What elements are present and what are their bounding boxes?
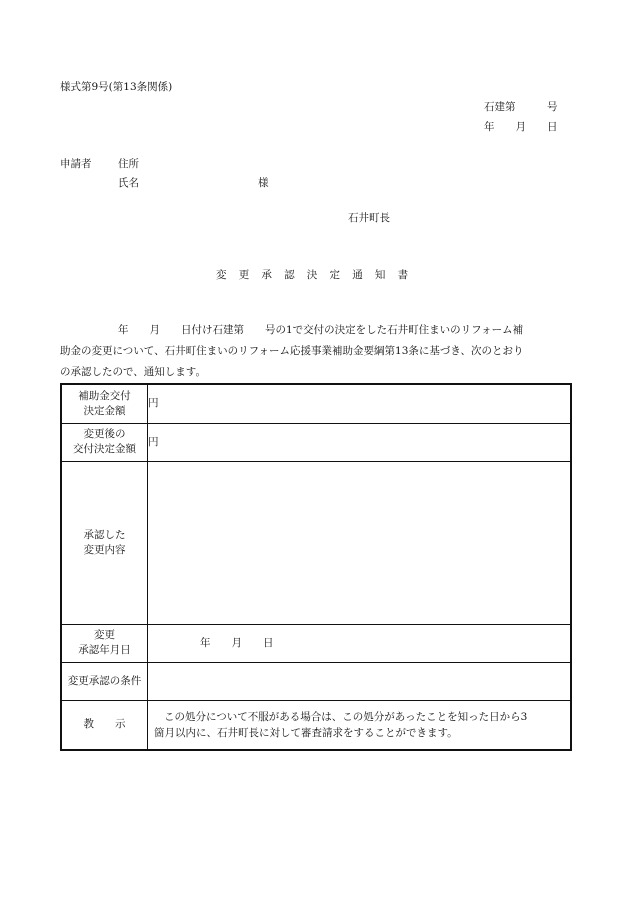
- row-label-line: 交付決定金額: [73, 443, 136, 455]
- applicant-label: 申請者: [60, 158, 92, 170]
- row-label-line: 決定金額: [83, 404, 126, 417]
- body-line: 年 月 日付け石建第 号の1で交付の決定をした石井町住まいのリフォーム補: [118, 324, 524, 336]
- row-label-line: 承認年月日: [78, 644, 131, 656]
- table-row: [61, 461, 571, 624]
- approval-date-value: 年 月 日: [200, 636, 274, 649]
- notice-body: [60, 320, 575, 383]
- issuer: 石井町長: [348, 212, 390, 224]
- row-label-line: 承認した: [83, 528, 126, 541]
- row-label: [61, 423, 148, 461]
- row-value: 円: [148, 423, 572, 461]
- instruction-line: 箇月以内に、石井町長に対して審査請求をすることができます。: [154, 726, 458, 739]
- document-date: 年 月 日: [484, 121, 558, 133]
- row-value: 円: [148, 384, 572, 423]
- table-row: [61, 423, 571, 461]
- row-label: [61, 384, 148, 423]
- row-label-line: 変更内容: [83, 543, 126, 556]
- row-value: [148, 461, 572, 624]
- honorific: 様: [258, 177, 269, 189]
- address-label: 住所: [118, 158, 139, 170]
- instruction-line: この処分について不服がある場合は、この処分があったことを知った日から3: [164, 710, 528, 723]
- body-line: の承認したので、通知します。: [60, 366, 206, 378]
- row-label: [61, 461, 148, 624]
- table-row: [61, 384, 571, 423]
- approval-table: [60, 383, 572, 751]
- row-value: [148, 700, 572, 750]
- table-row: [61, 624, 571, 662]
- table-row: [61, 662, 571, 700]
- document-number: 石建第 号: [484, 101, 558, 113]
- body-line: 助金の変更について、石井町住まいのリフォーム応援事業補助金要綱第13条に基づき、次のとおり: [60, 345, 524, 357]
- form-number: 様式第9号(第13条関係): [60, 81, 173, 93]
- row-label: [61, 624, 148, 662]
- row-label-line: 補助金交付: [78, 389, 131, 402]
- row-value: [148, 662, 572, 700]
- row-label: 変更承認の条件: [61, 662, 148, 700]
- table-row: [61, 700, 571, 750]
- row-label: 教 示: [61, 700, 148, 750]
- name-label: 氏名: [118, 177, 139, 189]
- row-label-line: 変更後の: [83, 428, 126, 440]
- document-title: 変更承認決定通知書: [216, 269, 421, 281]
- row-value: [148, 624, 572, 662]
- row-label-line: 変更: [94, 629, 115, 641]
